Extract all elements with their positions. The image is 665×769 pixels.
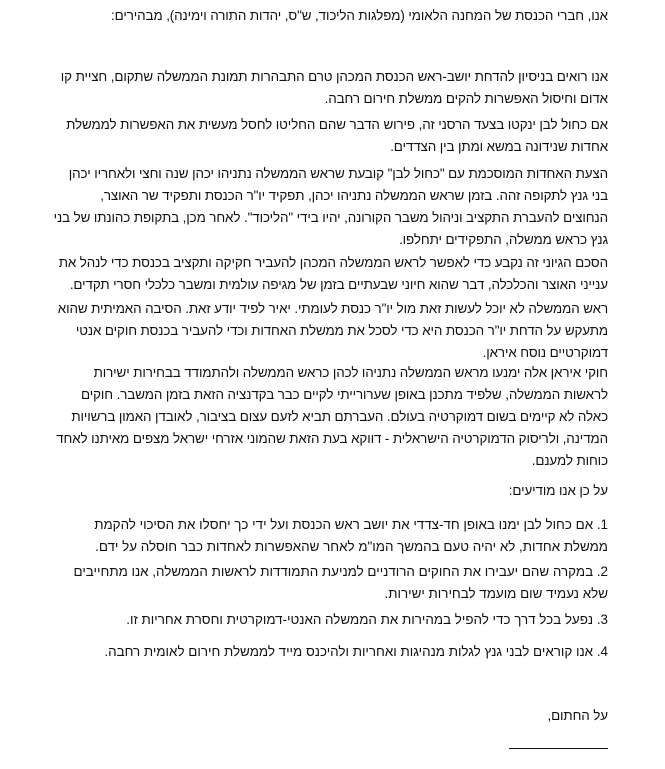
declaration-intro: על כן אנו מודיעים: bbox=[508, 483, 608, 498]
paragraph-4: הסכם הגיוני זה נקבע כדי לאפשר לראש הממשלה המכהן להעביר חקיקה ותקציב בכנסת כדי לנהל את ענייני האוצר והכלכלה, דבר שהוא חיוני שבעתיים בזמן של מגיפה עולמית ומשבר כלכלי חסרי תקדים. bbox=[58, 255, 608, 292]
paragraph-5: ראש הממשלה לא יוכל לעשות זאת מול יו"ר כנסת לעומתי. יאיר לפיד יודע זאת. הסיבה האמיתית שהוא מתעקש על הדחת יו"ר הכנסת היא כדי לסכל את ממשלת האחדות וכדי להעביר בכנסת חוקים אנטי דמוקרטיים נוסח איראן. bbox=[57, 301, 608, 360]
paragraph-3: הצעת האחדות המוסכמת עם "כחול לבן" קובעת שראש הממשלה נתניהו יכהן שנה וחצי ולאחריו יכהן בני גנץ לתקופה זהה. בזמן שראש הממשלה נתניהו יכהן, תפקיד יו"ר הכנסת ותפקיד שר האוצר, הנחוצים להעברת התקציב וניהול משבר הקורונה, יהיו בידי "הליכוד". לאחר מכן, בתקופת כהונתו של בני גנץ כראש ממשלה, התפקידים יתחלפו. bbox=[53, 166, 608, 247]
paragraph-1: אנו רואים בניסיון להדחת יושב-ראש הכנסת המכהן טרם התבהרות תמונת הממשלה שתקום, חציית קו אדום וחיסול האפשרות להקים ממשלת חירום רחבה. bbox=[60, 69, 608, 106]
opening-line: אנו, חברי הכנסת של המחנה הלאומי (מפלגות הליכוד, ש"ס, יהדות התורה וימינה), מבהירים: bbox=[111, 8, 608, 23]
paragraph-2: אם כחול לבן ינקטו בצעד הרסני זה, פירוש הדבר שהם החליטו לחסל מעשית את האפשרות לממשלת אחדות שנידונה במשא ומתן בין הצדדים. bbox=[66, 117, 608, 154]
paragraph-6: חוקי איראן אלה ימנעו מראש הממשלה נתניהו לכהן כראש הממשלה ולהתמודד בבחירות ישירות לראשות הממשלה, שלפיד מתכנן באופן שערורייתי לקיים כבר בקדנציה הזאת בזמן המשבר. חוקים כאלה לא קיימים בשום דמוקרטיה בעולם. העברתם תביא לזעם עצום בציבור, לאובדן האמון ברשויות המדינה, ולריסוק הדמוקרטיה הישראלית - דווקא בעת הזאת שהמוני אזרחי ישראל מצפים מאיתנו לאחד כוחות למענם. bbox=[56, 365, 608, 468]
declaration-item-4: 4. אנו קוראים לבני גנץ לגלות מנהיגות ואחריות ולהיכנס מייד לממשלת חירום לאומית רחבה. bbox=[104, 644, 608, 659]
signature-line bbox=[509, 748, 608, 749]
declaration-item-3: 3. נפעל בכל דרך כדי להפיל במהירות את הממשלה האנטי-דמוקרטית וחסרת אחריות זו. bbox=[126, 612, 608, 627]
signoff: על החתום, bbox=[547, 708, 608, 723]
declaration-item-2: 2. במקרה שהם יעבירו את החוקים הרודניים למניעת התמודדות לראשות הממשלה, אנו מתחייבים שלא נעמיד שום מועמד לבחירות ישירות. bbox=[73, 564, 608, 601]
declaration-item-1: 1. אם כחול לבן ימנו באופן חד-צדדי את יושב ראש הכנסת ועל ידי כך יחסלו את הסיכוי להקמת ממשלת אחדות, לא יהיה טעם בהמשך המו"מ לאחר שהאפשרות לאחדות כבר חוסלה על ידם. bbox=[94, 517, 608, 554]
